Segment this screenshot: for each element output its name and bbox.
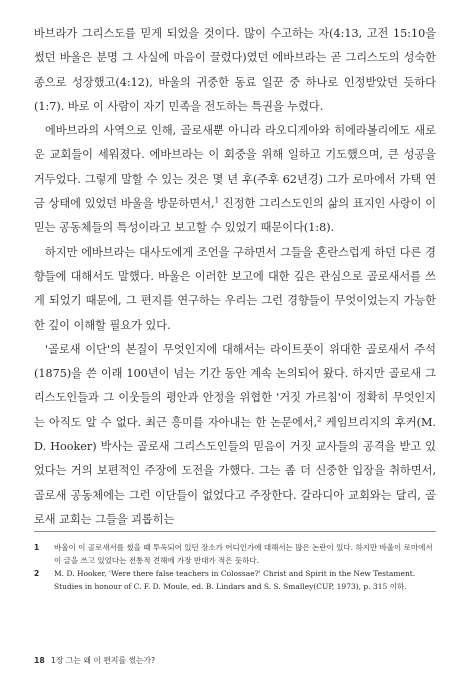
footnote-2 [34, 568, 436, 593]
paragraph-3: 하지만 에바브라는 대사도에게 조언을 구하면서 그들을 혼란스럽게 하던 다른 경향들에 대해서도 말했다. 바울은 이러한 보고에 대한 깊은 관심으로 골로새서를 쓰게 되었기 때문에, 그 편지를 연구하는 우리는 그런 경향들이 무엇이었는지 가능한 한 깊이 이해할 필요가 있다. [34, 245, 436, 332]
paragraph-4 [34, 338, 436, 532]
running-head: 1장 그는 왜 이 편지를 썼는가? [50, 656, 156, 665]
paragraph-2-part-a: 에바브라의 사역으로 인해, 골로새뿐 아니라 라오디게아와 히에라볼리에도 새로운 교회들이 세워졌다. 에바브라는 이 회중을 위해 일하고 기도했으며, 큰 성공을 거두었다. 그렇게 말할 수 있는 것은 몇 년 후(주후 62년경) 그가 로마에서 가택 연금 상태에 있었던 바울을 방문하면서, [34, 124, 436, 211]
footnote-text: M. D. Hooker, 'Were there false teachers in Colossae?' Christ and Spirit in the New Testament. Studies in honour of C. F. D. Moule, ed. B. Lindars and S. S. Smalley(CUP, 1973), p. 315 이하. [54, 569, 416, 591]
footnote-1 [34, 542, 436, 567]
paragraph-2-part-b: 진정한 그리스도인의 삶의 표지인 사랑이 이 믿는 공동체들의 특성이라고 보고할 수 있었기 때문이다(1:8). [34, 197, 437, 235]
page-number: 18 [34, 656, 45, 665]
paragraph-1: 바브라가 그리스도를 믿게 되었을 것이다. 많이 수고하는 자(4:13, 고전 15:10을 썼던 바울은 분명 그 사실에 마음이 끌렸다)였던 에바브라는 곧 그리스도의 성숙한 종으로 성장했고(4:12), 바울의 귀중한 동료 일꾼 중 하나로 인정받았던 듯하다(1:7). 바로 이 사람이 자기 민족을 전도하는 특권을 누렸다. [34, 27, 436, 113]
footnote-number: 2 [34, 569, 40, 579]
footnotes [34, 531, 436, 594]
footnote-ref-1: 1 [214, 196, 220, 205]
footnote-number: 1 [34, 543, 40, 552]
page-footer [34, 655, 155, 666]
paragraph-2 [34, 119, 436, 240]
main-text [34, 22, 436, 532]
footnote-ref-2: 2 [317, 415, 322, 424]
paragraph-4-part-b: 케임브리지의 후커(M. D. Hooker) 박사는 골로새 그리스도인들의 믿음이 거짓 교사들의 공격을 받고 있었다는 거의 보편적인 주장에 도전을 가했다. 그는 좀 더 신중한 입장을 취하면서, 골로새 공동체에는 그런 이단들이 없었다고 주장한다. 갈라디아 교회와는 달리, 골로새 교회는 그들을 괴롭히는 [34, 415, 436, 526]
paragraph-4-part-a: '골로새 이단'의 본질이 무엇인지에 대해서는 라이트풋이 위대한 골로새서 주석(1875)을 쓴 이래 100년이 넘는 기간 동안 계속 논의되어 왔다. 하지만 골로새 그리스도인들과 그 이웃들의 평안과 안정을 위협한 '거짓 가르침'이 정확히 무엇인지는 아직도 알 수 없다. 최근 흥미를 자아내는 한 논문에서, [34, 342, 436, 429]
footnote-text: 바울이 이 골로새서를 썼을 때 투옥되어 있던 장소가 어디인가에 대해서는 많은 논란이 있다. 하지만 바울이 로마에서 이 글을 쓰고 있었다는 전통적 견해에 가장 반대가 적은 듯하다. [54, 543, 433, 565]
